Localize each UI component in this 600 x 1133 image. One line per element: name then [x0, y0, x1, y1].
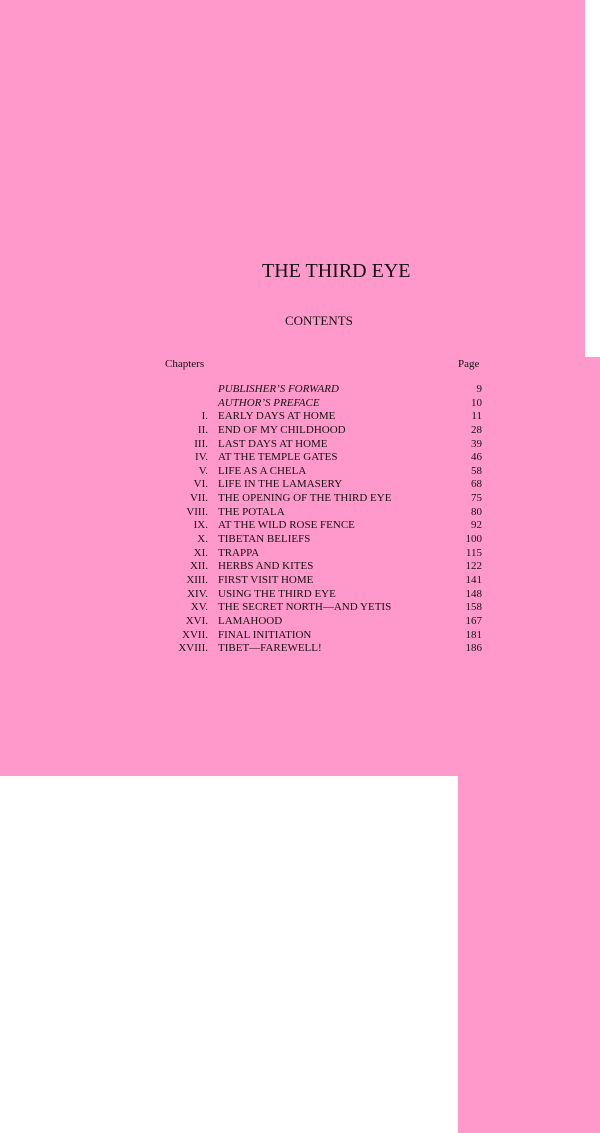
chapter-page-number: 92	[471, 519, 482, 532]
chapter-page-number: 80	[471, 505, 482, 518]
chapter-title: HERBS AND KITES	[218, 560, 314, 573]
chapter-page-number: 115	[465, 546, 482, 559]
chapter-number: X.	[197, 533, 208, 546]
chapter-page-number: 148	[465, 587, 482, 600]
chapter-number: VIII.	[186, 505, 208, 518]
chapter-page-number: 141	[465, 573, 482, 586]
chapter-title: TIBET—FAREWELL!	[218, 642, 322, 655]
toc-entry[interactable]	[150, 560, 490, 574]
toc-entry[interactable]	[150, 629, 490, 643]
chapter-page-number: 28	[471, 423, 482, 436]
toc-entry[interactable]	[150, 492, 490, 506]
chapter-number: III.	[194, 437, 208, 450]
toc-entry[interactable]	[150, 478, 490, 492]
chapter-page-number: 10	[471, 396, 482, 409]
chapter-title: THE POTALA	[218, 505, 285, 518]
chapters-column-header: Chapters	[165, 358, 205, 370]
chapter-number: XIII.	[186, 573, 208, 586]
toc-entry[interactable]	[150, 588, 490, 602]
chapter-number: II.	[197, 423, 208, 436]
chapter-title: AT THE TEMPLE GATES	[218, 451, 338, 464]
chapter-page-number: 100	[465, 533, 482, 546]
chapter-page-number: 167	[465, 614, 482, 627]
page-column-header: Page	[458, 357, 600, 1133]
toc-entry[interactable]	[150, 410, 490, 424]
contents-heading: CONTENTS	[285, 313, 353, 328]
chapter-page-number: 158	[465, 601, 482, 614]
chapter-number: VI.	[193, 478, 208, 491]
toc-entry[interactable]	[150, 451, 490, 465]
toc-entry[interactable]	[150, 547, 490, 561]
toc-entry[interactable]	[150, 397, 490, 411]
chapter-number: VII.	[189, 492, 208, 505]
chapter-title: TRAPPA	[218, 546, 260, 559]
chapter-title: LAST DAYS AT HOME	[218, 437, 328, 450]
chapter-number: IX.	[193, 519, 208, 532]
chapter-number: XVIII.	[178, 642, 208, 655]
chapter-title: AUTHOR’S PREFACE	[218, 396, 320, 409]
chapter-title: LIFE IN THE LAMASERY	[218, 478, 343, 491]
chapter-page-number: 75	[471, 492, 482, 505]
chapter-title: PUBLISHER’S FORWARD	[218, 383, 339, 395]
chapter-title: END OF MY CHILDHOOD	[218, 423, 346, 436]
chapter-page-number: 122	[465, 560, 482, 573]
toc-entry[interactable]	[150, 506, 490, 520]
chapter-number: IV.	[195, 451, 208, 464]
chapter-number: I.	[201, 410, 208, 423]
chapter-number: XI.	[193, 546, 208, 559]
chapter-page-number: 68	[471, 478, 482, 491]
chapter-page-number: 186	[465, 642, 482, 655]
document-title: THE THIRD EYE	[262, 260, 411, 282]
chapter-page-number: 58	[471, 464, 482, 477]
chapter-title: USING THE THIRD EYE	[218, 587, 336, 600]
chapter-number: XV.	[190, 601, 208, 614]
chapter-title: FINAL INITIATION	[218, 628, 312, 641]
chapter-number: XIV.	[187, 587, 208, 600]
chapter-title: THE OPENING OF THE THIRD EYE	[218, 492, 392, 505]
toc-entry[interactable]	[150, 615, 490, 629]
chapter-number: V.	[198, 464, 208, 477]
toc-entry[interactable]	[150, 533, 490, 547]
chapter-page-number: 11	[471, 410, 482, 423]
chapter-page-number: 39	[471, 437, 482, 450]
chapter-title: LIFE AS A CHELA	[218, 464, 307, 477]
chapter-title: TIBETAN BELIEFS	[218, 533, 311, 546]
toc-entry[interactable]	[150, 574, 490, 588]
chapter-number: XVII.	[182, 628, 208, 641]
toc-entry[interactable]	[150, 642, 490, 656]
table-of-contents	[150, 383, 490, 656]
chapter-page-number: 9	[476, 383, 482, 395]
toc-entry[interactable]	[150, 383, 490, 397]
toc-entry[interactable]	[150, 424, 490, 438]
chapter-page-number: 46	[471, 451, 482, 464]
toc-entry[interactable]	[150, 465, 490, 479]
chapter-number: XII.	[189, 560, 208, 573]
chapter-title: EARLY DAYS AT HOME	[218, 410, 336, 423]
toc-entry[interactable]	[150, 438, 490, 452]
chapter-number: XVI.	[185, 614, 208, 627]
chapter-title: FIRST VISIT HOME	[218, 573, 314, 586]
chapter-title: THE SECRET NORTH—AND YETIS	[218, 601, 392, 614]
chapter-title: LAMAHOOD	[218, 614, 283, 627]
toc-entry[interactable]	[150, 601, 490, 615]
chapter-page-number: 181	[465, 628, 482, 641]
toc-entry[interactable]	[150, 519, 490, 533]
chapter-title: AT THE WILD ROSE FENCE	[218, 519, 355, 532]
